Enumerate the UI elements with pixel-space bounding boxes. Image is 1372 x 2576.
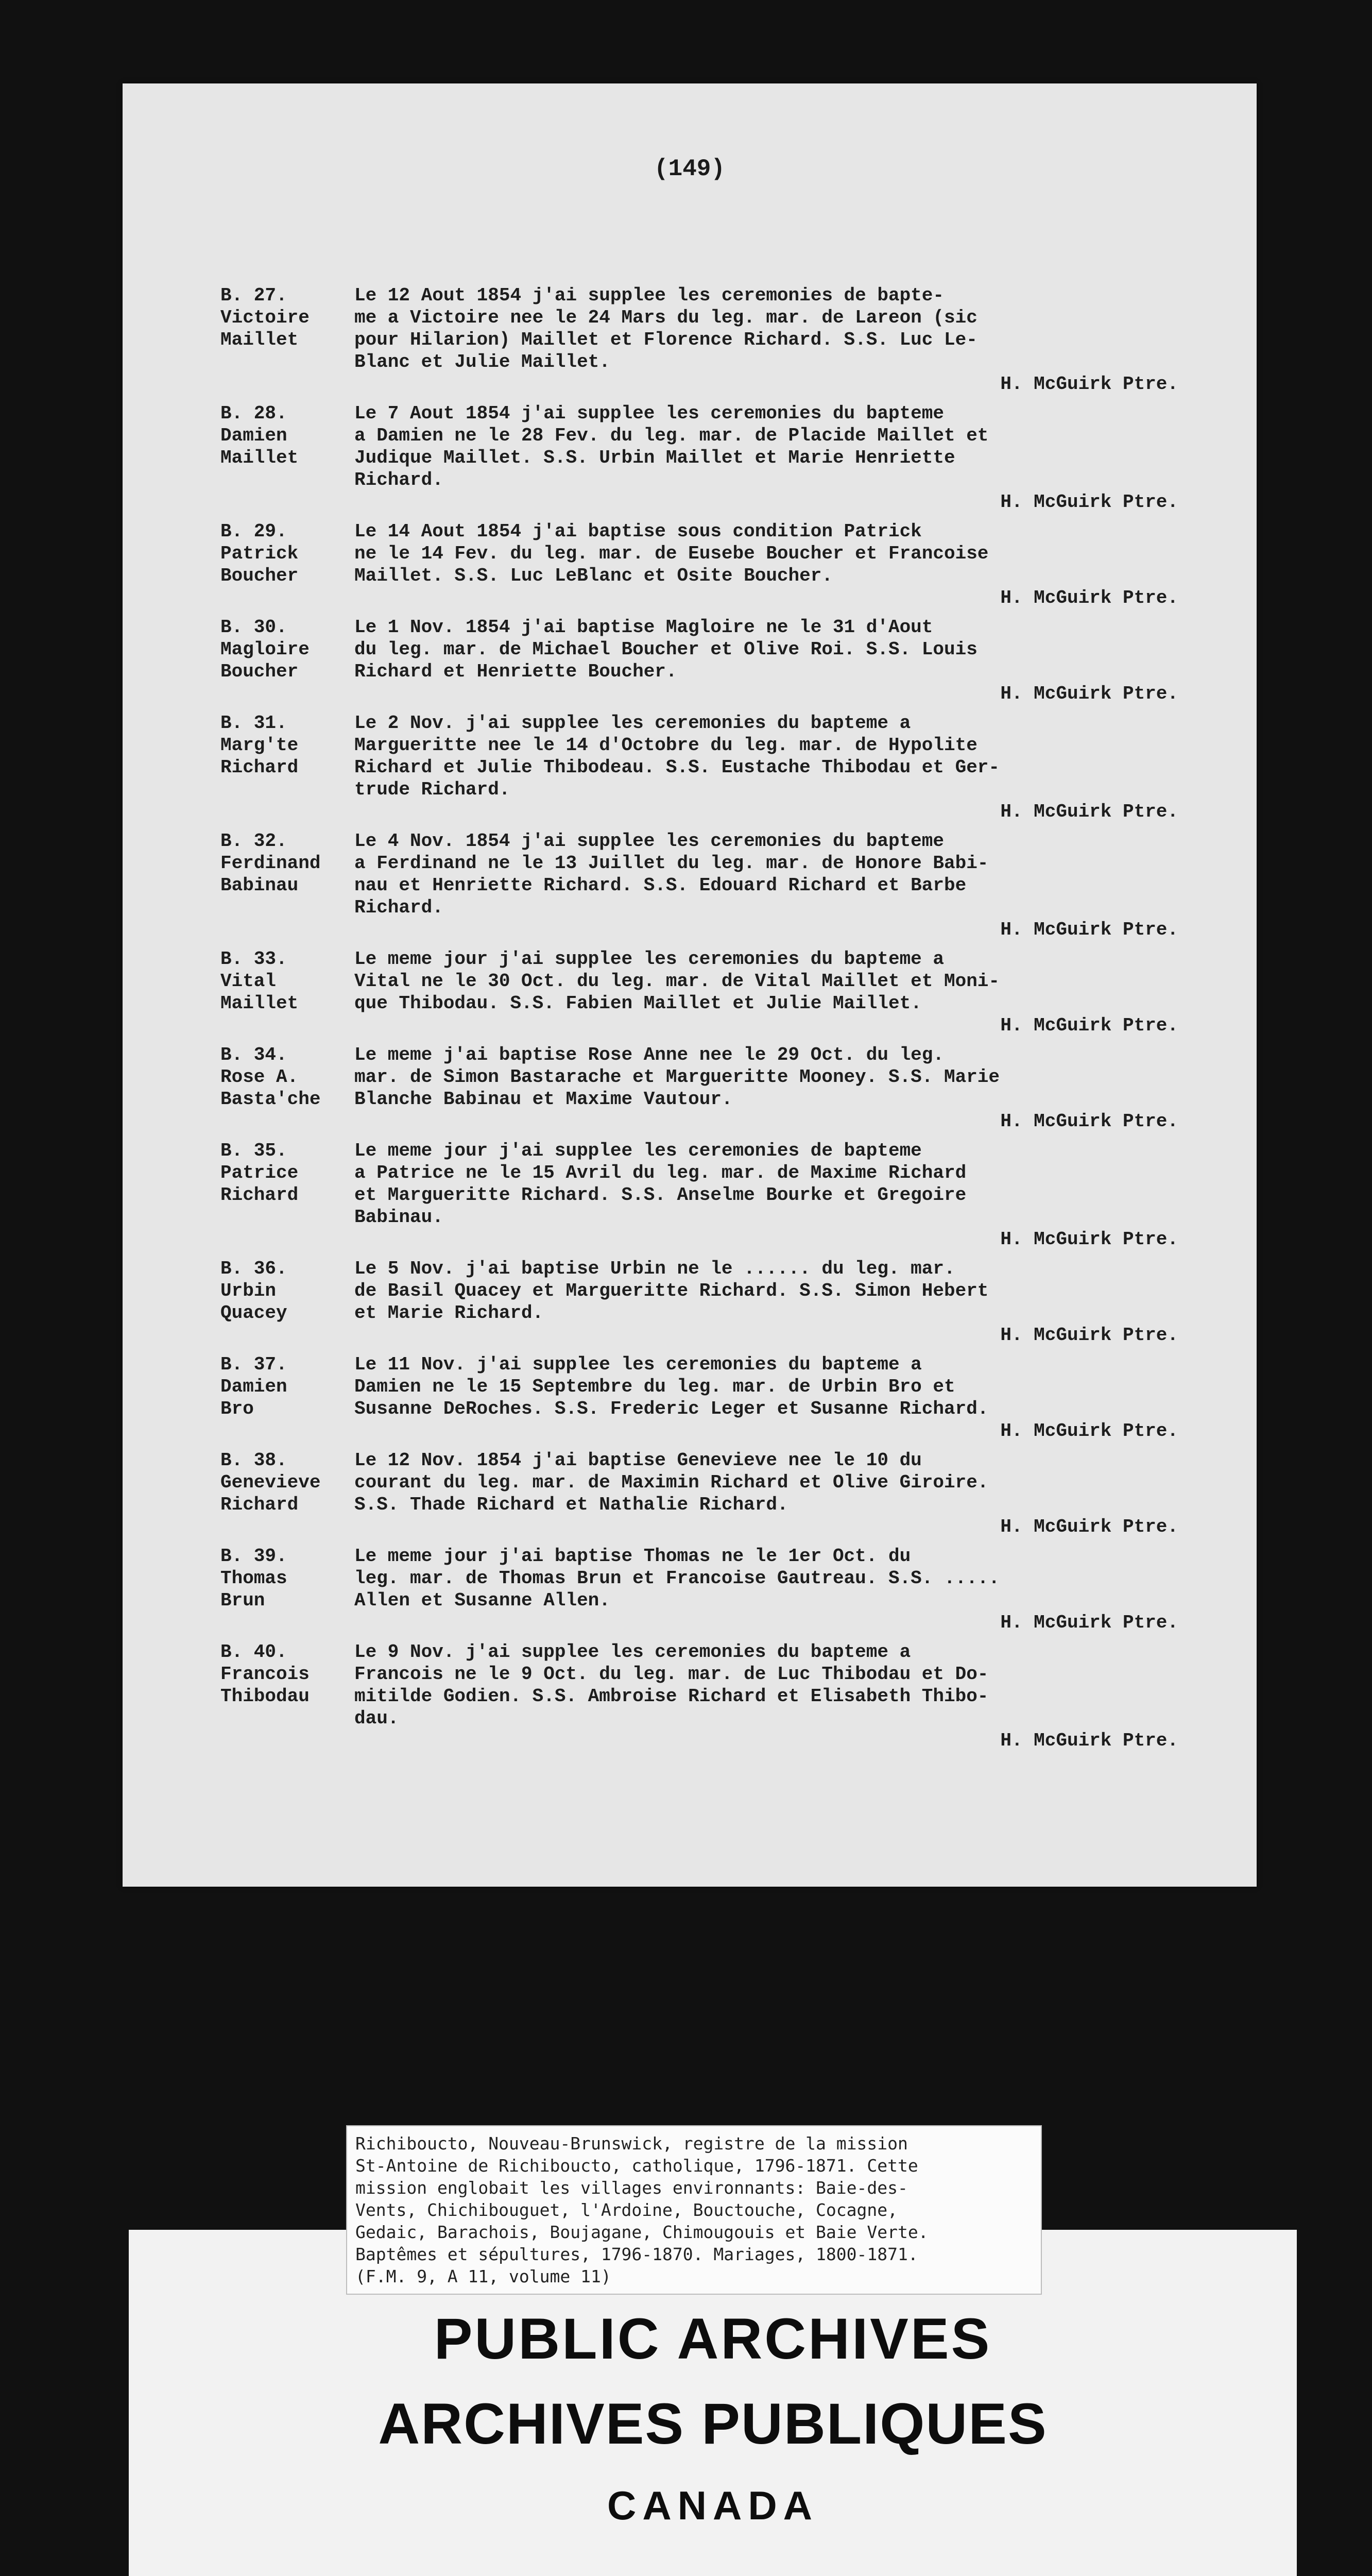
entry-id: B. 35. Patrice Richard bbox=[220, 1140, 299, 1206]
priest-signature: H. McGuirk Ptre. bbox=[1000, 1325, 1178, 1346]
archive-title-french: ARCHIVES PUBLIQUES bbox=[378, 2392, 1048, 2456]
entry-body bbox=[354, 1545, 1199, 1634]
entry-body bbox=[354, 1449, 1199, 1538]
entry-id: B. 29. Patrick Boucher bbox=[220, 521, 299, 586]
baptism-entry bbox=[220, 284, 1199, 395]
priest-signature: H. McGuirk Ptre. bbox=[1000, 1730, 1178, 1751]
entry-text: Le 12 Nov. 1854 j'ai baptise Genevieve nee le 10 du courant du leg. mar. de Maximin Richard et Olive Giroire. S.S. Thade Richard et Nathalie Richard. bbox=[354, 1450, 989, 1515]
entry-text: Le meme jour j'ai supplee les ceremonies de bapteme a Patrice ne le 15 Avril du leg. mar. de Maxime Richard et Margueritte Richard. S.S. Anselme Bourke et Gregoire Babinau. bbox=[354, 1140, 967, 1228]
entry-body bbox=[354, 616, 1199, 705]
entry-text: Le meme jour j'ai baptise Thomas ne le 1er Oct. du leg. mar. de Thomas Brun et Francoise Gautreau. S.S. ..... Allen et Susanne Allen. bbox=[354, 1546, 1000, 1611]
baptism-entry bbox=[220, 830, 1199, 941]
baptism-entry bbox=[220, 520, 1199, 609]
entry-text: Le 11 Nov. j'ai supplee les ceremonies du bapteme a Damien ne le 15 Septembre du leg. mar. de Urbin Bro et Susanne DeRoches. S.S. Frederic Leger et Susanne Richard. bbox=[354, 1354, 989, 1419]
priest-signature: H. McGuirk Ptre. bbox=[1000, 683, 1178, 704]
entry-text: Le 4 Nov. 1854 j'ai supplee les ceremonies du bapteme a Ferdinand ne le 13 Juillet du leg. mar. de Honore Babi- nau et Henriette Richard. S.S. Edouard Richard et Barbe Richard. bbox=[354, 831, 989, 918]
entry-body bbox=[354, 1140, 1199, 1250]
entry-text: Le 2 Nov. j'ai supplee les ceremonies du bapteme a Margueritte nee le 14 d'Octobre du leg. mar. de Hypolite Richard et Julie Thibodeau. S.S. Eustache Thibodau et Ger- trude Richard. bbox=[354, 713, 1000, 800]
entry-body bbox=[354, 948, 1199, 1037]
entry-id: B. 34. Rose A. Basta'che bbox=[220, 1044, 321, 1110]
entry-id: B. 38. Genevieve Richard bbox=[220, 1450, 321, 1515]
priest-signature: H. McGuirk Ptre. bbox=[1000, 374, 1178, 395]
baptism-entry bbox=[220, 1545, 1199, 1634]
entry-id: B. 36. Urbin Quacey bbox=[220, 1258, 287, 1324]
register-page bbox=[123, 83, 1257, 1887]
entry-body bbox=[354, 1044, 1199, 1132]
page-number: (149) bbox=[654, 156, 726, 182]
entry-id: B. 27. Victoire Maillet bbox=[220, 285, 310, 350]
priest-signature: H. McGuirk Ptre. bbox=[1000, 1111, 1178, 1132]
archive-title-english: PUBLIC ARCHIVES bbox=[434, 2307, 992, 2371]
entry-id: B. 31. Marg'te Richard bbox=[220, 713, 299, 778]
archive-note: Richiboucto, Nouveau-Brunswick, registre de la mission St-Antoine de Richiboucto, catholique, 1796-1871. Cette mission englobait les villages environnants: Baie-des- Vents, Chichibouguet, l'Ardoine, Bouctouche, Cocagne, Gedaic, Barachois, Boujagane, Chimougouis et Baie Verte. Baptêmes et sépultures, 1796-1870. Mariages, 1800-1871. (F.M. 9, A 11, volume 11) bbox=[346, 2125, 1042, 2295]
entry-text: Le 12 Aout 1854 j'ai supplee les ceremonies de bapte- me a Victoire nee le 24 Mars du leg. mar. de Lareon (sic pour Hilarion) Maillet et Florence Richard. S.S. Luc Le- Blanc et Julie Maillet. bbox=[354, 285, 977, 372]
entry-text: Le meme jour j'ai supplee les ceremonies du bapteme a Vital ne le 30 Oct. du leg. mar. de Vital Maillet et Moni- que Thibodau. S.S. Fabien Maillet et Julie Maillet. bbox=[354, 948, 1000, 1014]
entry-body bbox=[354, 1353, 1199, 1442]
entry-body bbox=[354, 830, 1199, 941]
entry-id: B. 28. Damien Maillet bbox=[220, 403, 299, 468]
baptism-entry bbox=[220, 1449, 1199, 1538]
archive-country: CANADA bbox=[607, 2483, 818, 2528]
entry-id: B. 33. Vital Maillet bbox=[220, 948, 299, 1014]
entry-body bbox=[354, 1258, 1199, 1346]
entry-body bbox=[354, 1641, 1199, 1752]
baptism-entry bbox=[220, 1641, 1199, 1752]
priest-signature: H. McGuirk Ptre. bbox=[1000, 1516, 1178, 1537]
entry-text: Le meme j'ai baptise Rose Anne nee le 29 Oct. du leg. mar. de Simon Bastarache et Margueritte Mooney. S.S. Marie Blanche Babinau et Maxime Vautour. bbox=[354, 1044, 1000, 1110]
baptism-entry bbox=[220, 712, 1199, 823]
priest-signature: H. McGuirk Ptre. bbox=[1000, 492, 1178, 513]
entry-body bbox=[354, 284, 1199, 395]
baptism-entry bbox=[220, 1044, 1199, 1132]
entry-id: B. 39. Thomas Brun bbox=[220, 1546, 287, 1611]
entry-body bbox=[354, 402, 1199, 513]
entry-body bbox=[354, 520, 1199, 609]
baptism-entries bbox=[220, 284, 1199, 1759]
priest-signature: H. McGuirk Ptre. bbox=[1000, 1612, 1178, 1633]
baptism-entry bbox=[220, 616, 1199, 705]
priest-signature: H. McGuirk Ptre. bbox=[1000, 1015, 1178, 1036]
baptism-entry bbox=[220, 402, 1199, 513]
entry-id: B. 32. Ferdinand Babinau bbox=[220, 831, 321, 896]
entry-text: Le 1 Nov. 1854 j'ai baptise Magloire ne le 31 d'Aout du leg. mar. de Michael Boucher et Olive Roi. S.S. Louis Richard et Henriette Boucher. bbox=[354, 617, 977, 682]
entry-body bbox=[354, 712, 1199, 823]
priest-signature: H. McGuirk Ptre. bbox=[1000, 801, 1178, 822]
baptism-entry bbox=[220, 1258, 1199, 1346]
priest-signature: H. McGuirk Ptre. bbox=[1000, 587, 1178, 608]
entry-text: Le 9 Nov. j'ai supplee les ceremonies du bapteme a Francois ne le 9 Oct. du leg. mar. de Luc Thibodau et Do- mitilde Godien. S.S. Ambroise Richard et Elisabeth Thibo- dau. bbox=[354, 1641, 989, 1729]
priest-signature: H. McGuirk Ptre. bbox=[1000, 1420, 1178, 1442]
entry-text: Le 7 Aout 1854 j'ai supplee les ceremonies du bapteme a Damien ne le 28 Fev. du leg. mar. de Placide Maillet et Judique Maillet. S.S. Urbin Maillet et Marie Henriette Richard. bbox=[354, 403, 989, 490]
entry-text: Le 14 Aout 1854 j'ai baptise sous condition Patrick ne le 14 Fev. du leg. mar. de Eusebe Boucher et Francoise Maillet. S.S. Luc LeBlanc et Osite Boucher. bbox=[354, 521, 989, 586]
baptism-entry bbox=[220, 1353, 1199, 1442]
entry-id: B. 30. Magloire Boucher bbox=[220, 617, 310, 682]
baptism-entry bbox=[220, 1140, 1199, 1250]
priest-signature: H. McGuirk Ptre. bbox=[1000, 919, 1178, 940]
baptism-entry bbox=[220, 948, 1199, 1037]
entry-id: B. 37. Damien Bro bbox=[220, 1354, 287, 1419]
entry-text: Le 5 Nov. j'ai baptise Urbin ne le ...... du leg. mar. de Basil Quacey et Margueritte Richard. S.S. Simon Hebert et Marie Richard. bbox=[354, 1258, 989, 1324]
entry-id: B. 40. Francois Thibodau bbox=[220, 1641, 310, 1707]
priest-signature: H. McGuirk Ptre. bbox=[1000, 1229, 1178, 1250]
